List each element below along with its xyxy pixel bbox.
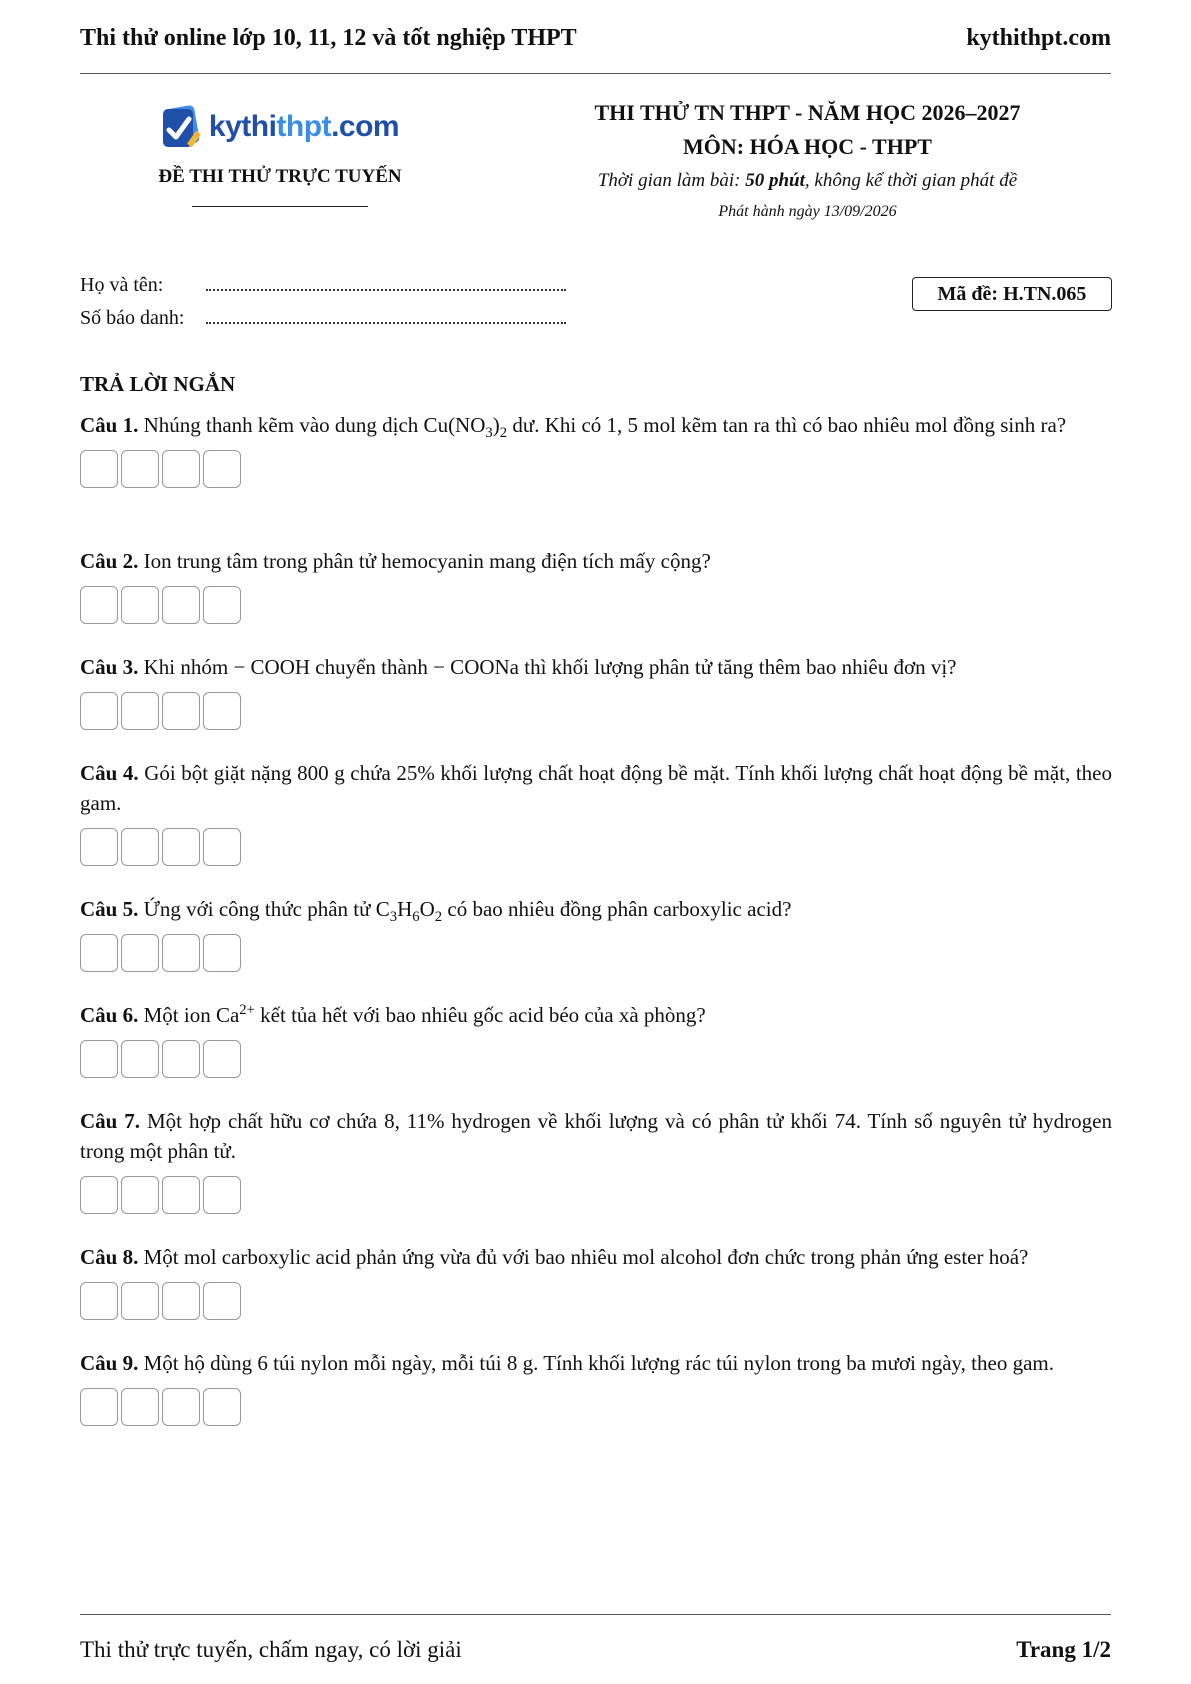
name-field[interactable] (206, 269, 566, 291)
answer-box[interactable] (162, 1388, 200, 1426)
question-8 (80, 1242, 1112, 1320)
answer-boxes (80, 586, 1112, 624)
header-divider (80, 73, 1111, 74)
release-date: Phát hành ngày 13/09/2026 (718, 203, 897, 220)
question-text: Câu 4. Gói bột giặt nặng 800 g chứa 25% khối lượng chất hoạt động bề mặt. Tính khối lượng chất hoạt động bề mặt, theo gam. (80, 761, 1112, 815)
logo-icon (161, 103, 205, 151)
answer-box[interactable] (203, 1176, 241, 1214)
question-text: Câu 6. Một ion $Ca^{2+}$ kết tủa hết với bao nhiêu gốc acid béo của xà phòng? (80, 1002, 706, 1027)
answer-box[interactable] (162, 450, 200, 488)
answer-box[interactable] (203, 692, 241, 730)
answer-box[interactable] (80, 1388, 118, 1426)
exam-type-underline (192, 206, 368, 207)
answer-box[interactable] (162, 1282, 200, 1320)
logo-block (130, 100, 430, 207)
question-4 (80, 758, 1112, 866)
answer-box[interactable] (203, 828, 241, 866)
answer-boxes (80, 450, 1112, 488)
answer-boxes (80, 1282, 1112, 1320)
exam-type-label: ĐỀ THI THỬ TRỰC TUYẾN (158, 166, 402, 187)
answer-box[interactable] (162, 1176, 200, 1214)
answer-box[interactable] (121, 1282, 159, 1320)
answer-box[interactable] (203, 1282, 241, 1320)
answer-box[interactable] (80, 450, 118, 488)
question-5 (80, 894, 1112, 972)
answer-boxes (80, 828, 1112, 866)
question-text: Câu 1. Nhúng thanh kẽm vào dung dịch $Cu(NO_3)_2$ dư. Khi có 1, 5 mol kẽm tan ra thì có bao nhiêu mol đồng sinh ra? (80, 413, 1067, 442)
answer-box[interactable] (203, 1388, 241, 1426)
section-title: TRẢ LỜI NGẮN (80, 372, 236, 396)
exam-title: THI THỬ TN THPT - NĂM HỌC 2026–2027 (594, 100, 1021, 125)
question-7 (80, 1106, 1112, 1214)
answer-box[interactable] (162, 586, 200, 624)
answer-box[interactable] (203, 450, 241, 488)
answer-box[interactable] (203, 934, 241, 972)
footer-slogan: Thi thử trực tuyến, chấm ngay, có lời giải (80, 1637, 462, 1662)
answer-box[interactable] (80, 586, 118, 624)
answer-box[interactable] (80, 692, 118, 730)
answer-box[interactable] (121, 450, 159, 488)
answer-boxes (80, 934, 1112, 972)
exam-subject: MÔN: HÓA HỌC - THPT (683, 134, 932, 159)
question-text: Câu 8. Một mol carboxylic acid phản ứng vừa đủ với bao nhiêu mol alcohol đơn chức trong phản ứng ester hoá? (80, 1245, 1029, 1269)
answer-box[interactable] (121, 692, 159, 730)
answer-box[interactable] (80, 934, 118, 972)
question-2 (80, 546, 1112, 624)
exam-code-badge: Mã đề: H.TN.065 (912, 277, 1112, 311)
answer-boxes (80, 1176, 1112, 1214)
question-6 (80, 1000, 1112, 1078)
logo-text: kythithpt.com (208, 110, 400, 143)
answer-box[interactable] (162, 934, 200, 972)
answer-box[interactable] (121, 934, 159, 972)
question-3 (80, 652, 1112, 730)
answer-boxes (80, 1388, 1112, 1426)
answer-box[interactable] (121, 1388, 159, 1426)
student-id-field[interactable] (206, 302, 566, 324)
name-label: Họ và tên: (80, 274, 164, 296)
question-text: Câu 7. Một hợp chất hữu cơ chứa 8, 11% hydrogen về khối lượng và có phân tử khối 74. Tính số nguyên tử hydrogen trong một phân tử. (80, 1109, 1112, 1163)
answer-box[interactable] (121, 586, 159, 624)
answer-box[interactable] (121, 828, 159, 866)
student-id-label: Số báo danh: (80, 307, 185, 329)
question-text: Câu 5. Ứng với công thức phân tử $C_3H_6O_2$ có bao nhiêu đồng phân carboxylic acid? (80, 897, 792, 926)
answer-box[interactable] (121, 1176, 159, 1214)
header-site[interactable]: kythithpt.com (966, 24, 1111, 51)
answer-box[interactable] (121, 1040, 159, 1078)
answer-box[interactable] (80, 1176, 118, 1214)
answer-boxes (80, 1040, 1112, 1078)
answer-box[interactable] (162, 692, 200, 730)
question-text: Câu 9. Một hộ dùng 6 túi nylon mỗi ngày, mỗi túi 8 g. Tính khối lượng rác túi nylon trong ba mươi ngày, theo gam. (80, 1351, 1054, 1375)
footer-divider (80, 1614, 1111, 1615)
exam-duration: Thời gian làm bài: 50 phút, không kể thời gian phát đề (597, 170, 1018, 191)
answer-box[interactable] (203, 1040, 241, 1078)
page-number: Trang 1/2 (1016, 1637, 1111, 1662)
answer-boxes (80, 692, 1112, 730)
site-logo[interactable] (130, 100, 430, 154)
question-1 (80, 410, 1112, 488)
question-text: Câu 2. Ion trung tâm trong phân tử hemocyanin mang điện tích mấy cộng? (80, 549, 711, 573)
page-footer (80, 1637, 1111, 1663)
answer-box[interactable] (80, 1040, 118, 1078)
student-info (80, 264, 566, 330)
question-text: Câu 3. Khi nhóm − COOH chuyển thành − COONa thì khối lượng phân tử tăng thêm bao nhiêu đơn vị? (80, 655, 957, 679)
answer-box[interactable] (80, 1282, 118, 1320)
answer-box[interactable] (162, 1040, 200, 1078)
answer-box[interactable] (162, 828, 200, 866)
answer-box[interactable] (203, 586, 241, 624)
question-9 (80, 1348, 1112, 1426)
answer-box[interactable] (80, 828, 118, 866)
header-title: Thi thử online lớp 10, 11, 12 và tốt nghiệp THPT (80, 24, 577, 51)
exam-info (545, 96, 1070, 226)
page-header (80, 20, 1111, 56)
